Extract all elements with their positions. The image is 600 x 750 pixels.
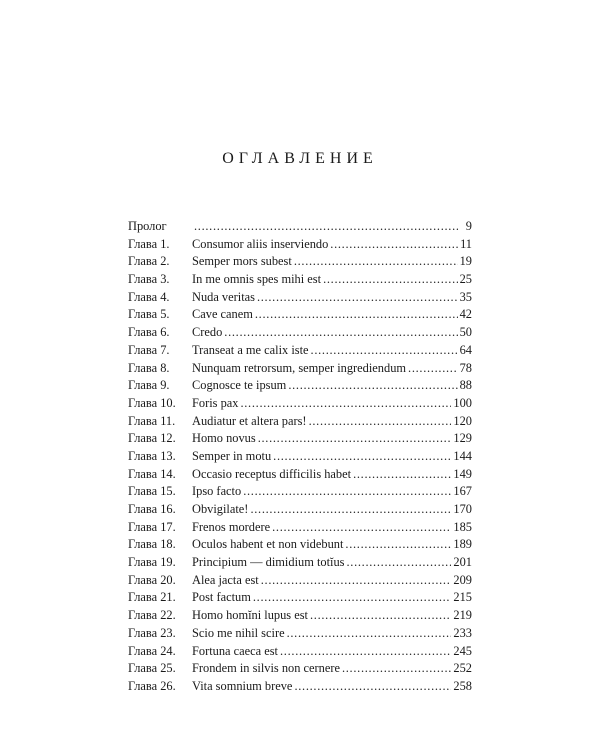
toc-entry-page: 64 [459, 342, 472, 357]
toc-leader-dots [408, 360, 458, 378]
toc-leader-dots [258, 430, 452, 448]
toc-entry-title: Semper mors subest [192, 254, 292, 269]
toc-entry-label: Глава 7. [128, 342, 170, 357]
toc-entry-title: Frondem in silvis non cernere [192, 661, 340, 676]
toc-entry-title: Vita somnium breve [192, 678, 293, 693]
toc-leader-dots [224, 324, 457, 342]
toc-leader-dots [280, 643, 451, 661]
toc-entry-title: Scio me nihil scire [192, 625, 285, 640]
toc-entry-title: Oculos habent et non videbunt [192, 537, 344, 552]
toc-entry-label: Глава 2. [128, 254, 170, 269]
toc-entry-page: 144 [453, 448, 472, 463]
toc-entry-title: Cave canem [192, 307, 253, 322]
toc-leader-dots [310, 607, 451, 625]
toc-entry-page: 78 [459, 360, 472, 375]
toc-entry-page: 189 [453, 537, 472, 552]
toc-entry-title: Consumor aliis inserviendo [192, 236, 329, 251]
toc-entry-page: 9 [465, 219, 472, 233]
toc-entry [128, 448, 472, 466]
toc-leader-dots [294, 678, 451, 696]
toc-entry-page: 215 [453, 590, 472, 605]
toc-entry-label: Глава 26. [128, 678, 176, 693]
toc-entry-title: Alea jacta est [192, 572, 259, 587]
toc-entry-page: 88 [459, 378, 472, 393]
toc-entry-page: 167 [453, 484, 472, 499]
toc-entry-label: Глава 20. [128, 572, 176, 587]
toc-leader-dots [330, 236, 458, 254]
toc-leader-dots [353, 466, 451, 484]
toc-entry [128, 572, 472, 590]
toc-entry-title: Occasio receptus difficilis habet [192, 466, 352, 481]
toc-entry [128, 253, 472, 271]
toc-entry [128, 306, 472, 324]
toc-entry-title: Homo homĭni lupus est [192, 608, 308, 623]
toc-entry-page: 252 [453, 661, 472, 676]
toc-leader-dots [273, 448, 451, 466]
toc-entry-label: Глава 13. [128, 448, 176, 463]
toc-leader-dots [345, 536, 451, 554]
toc-entry-title: Cognosce te ipsum [192, 378, 287, 393]
toc-entry-label: Глава 14. [128, 466, 176, 481]
toc-entry [128, 483, 472, 501]
toc-entry-label: Глава 9. [128, 378, 170, 393]
toc-entry [128, 519, 472, 537]
toc-entry [128, 607, 472, 625]
toc-leader-dots [309, 413, 452, 431]
toc-entry-label: Глава 11. [128, 413, 176, 428]
toc-entry-page: 185 [453, 519, 472, 534]
toc-entry-page: 100 [453, 395, 472, 410]
toc-entry-title: Post factum [192, 590, 251, 605]
toc-entry-page: 201 [453, 555, 472, 570]
toc-entry-page: 209 [453, 572, 472, 587]
toc-leader-dots [257, 289, 458, 307]
toc-leader-dots [323, 271, 458, 289]
toc-leader-dots [243, 483, 451, 501]
toc-leader-dots [253, 589, 452, 607]
toc-entry-page: 170 [453, 502, 472, 516]
table-of-contents [128, 218, 472, 696]
toc-entry-page: 258 [453, 678, 472, 693]
toc-entry-label: Глава 22. [128, 608, 176, 623]
toc-entry [128, 377, 472, 395]
toc-leader-dots [294, 253, 458, 271]
toc-entry-title: Transeat a me calix iste [192, 342, 309, 357]
toc-entry-label: Глава 15. [128, 484, 176, 499]
toc-entry-page: 42 [459, 307, 472, 322]
toc-entry [128, 625, 472, 643]
toc-leader-dots [342, 660, 451, 678]
toc-leader-dots [194, 218, 458, 236]
toc-entry-label: Глава 6. [128, 325, 170, 340]
toc-leader-dots [288, 377, 457, 395]
toc-entry [128, 589, 472, 607]
toc-entry-label: Глава 5. [128, 307, 170, 322]
toc-entry [128, 413, 472, 431]
toc-entry-page: 35 [459, 289, 472, 304]
toc-entry-label: Глава 4. [128, 289, 170, 304]
toc-entry-label: Глава 25. [128, 661, 176, 676]
toc-entry-label: Глава 10. [128, 395, 176, 410]
toc-entry-label: Глава 1. [128, 236, 170, 251]
toc-leader-dots [272, 519, 451, 537]
toc-entry-title: Ipso facto [192, 484, 242, 499]
toc-entry [128, 324, 472, 342]
toc-entry-title: Obvigilate! [192, 502, 249, 516]
toc-entry-title: Frenos mordere [192, 519, 271, 534]
toc-entry-label: Глава 19. [128, 555, 176, 570]
toc-entry-page: 219 [453, 608, 472, 623]
toc-entry-title: Fortuna caeca est [192, 643, 279, 658]
toc-leader-dots [261, 572, 452, 590]
toc-entry [128, 395, 472, 413]
toc-leader-dots [311, 342, 458, 360]
toc-entry [128, 678, 472, 696]
toc-entry-page: 120 [453, 413, 472, 428]
toc-entry [128, 360, 472, 378]
toc-entry [128, 536, 472, 554]
toc-leader-dots [255, 306, 458, 324]
toc-entry [128, 430, 472, 448]
page-title: ОГЛАВЛЕНИЕ [222, 150, 378, 167]
toc-entry-title: Foris pax [192, 395, 239, 410]
toc-entry-page: 129 [453, 431, 472, 446]
toc-leader-dots [240, 395, 451, 413]
toc-entry-title: Principium — dimidium totĭus [192, 555, 345, 570]
toc-entry [128, 643, 472, 661]
toc-entry-label: Глава 3. [128, 272, 170, 287]
toc-entry-page: 11 [460, 236, 472, 251]
toc-leader-dots [346, 554, 451, 572]
toc-entry-label: Глава 12. [128, 431, 176, 446]
toc-entry-title: Homo novus [192, 431, 256, 446]
toc-entry-title: Nuda veritas [192, 289, 255, 304]
toc-entry-label: Глава 23. [128, 625, 176, 640]
toc-entry [128, 342, 472, 360]
toc-entry-page: 19 [459, 254, 472, 269]
toc-entry [128, 271, 472, 289]
toc-entry [128, 554, 472, 572]
toc-entry-label: Глава 18. [128, 537, 176, 552]
toc-entry-page: 25 [459, 272, 472, 287]
toc-entry-label: Глава 24. [128, 643, 176, 658]
toc-entry-title: Audiatur et altera pars! [192, 413, 307, 428]
toc-entry-page: 245 [453, 643, 472, 658]
toc-entry-label: Глава 16. [128, 502, 176, 516]
toc-entry [128, 660, 472, 678]
toc-entry-title: Semper in motu [192, 448, 272, 463]
toc-entry [128, 466, 472, 484]
toc-leader-dots [250, 501, 451, 519]
toc-entry-label: Глава 8. [128, 360, 170, 375]
toc-entry-label: Пролог [128, 219, 167, 233]
toc-entry-label: Глава 21. [128, 590, 176, 605]
toc-entry [128, 218, 472, 236]
toc-entry [128, 236, 472, 254]
toc-entry-page: 50 [459, 325, 472, 340]
toc-entry-label: Глава 17. [128, 519, 176, 534]
toc-entry [128, 501, 472, 519]
toc-entry-page: 149 [453, 466, 472, 481]
toc-leader-dots [287, 625, 452, 643]
toc-entry-page: 233 [453, 625, 472, 640]
toc-entry-title: Nunquam retrorsum, semper ingrediendum [192, 360, 407, 375]
toc-entry [128, 289, 472, 307]
toc-entry-title: Credo [192, 325, 223, 340]
toc-entry-title: In me omnis spes mihi est [192, 272, 322, 287]
